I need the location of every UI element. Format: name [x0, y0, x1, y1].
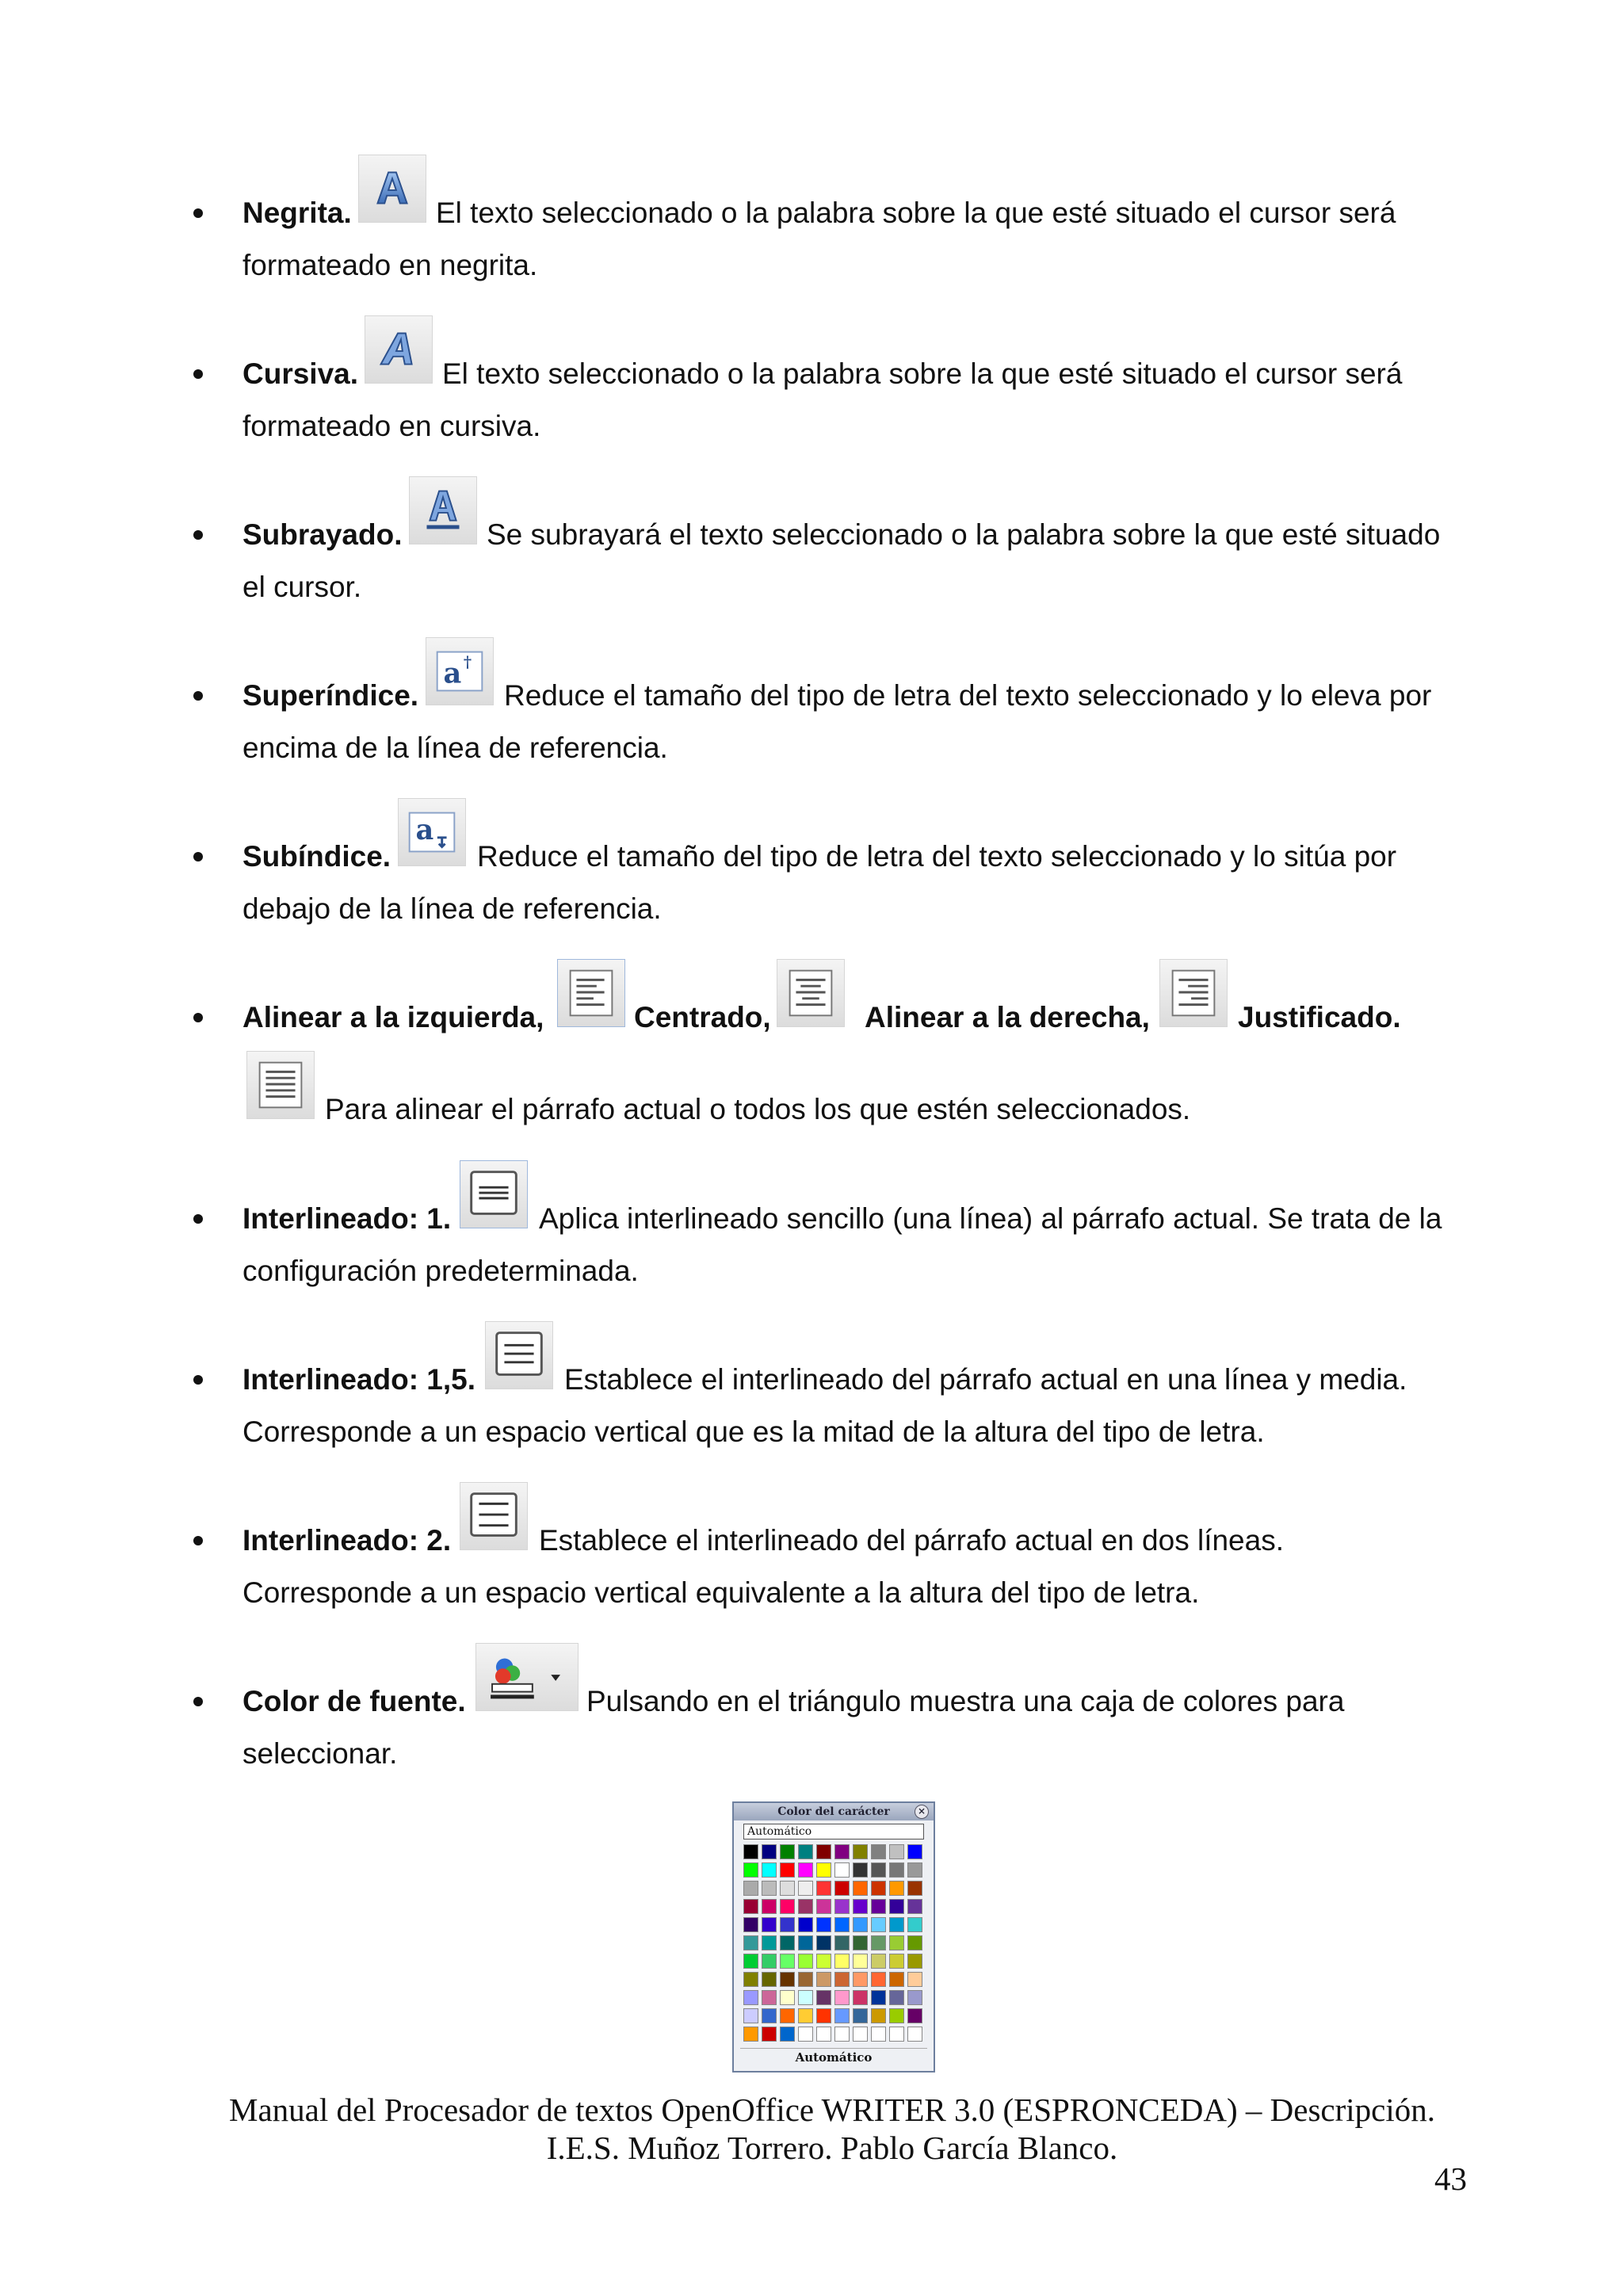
color-swatch[interactable]: [798, 1917, 813, 1932]
color-swatch[interactable]: [834, 2027, 850, 2042]
color-swatch[interactable]: [871, 1972, 886, 1987]
color-swatch[interactable]: [816, 1972, 831, 1987]
color-swatch[interactable]: [743, 1881, 758, 1896]
bullet: [193, 369, 203, 379]
palette-title: Color del carácter ×: [734, 1803, 934, 1820]
bullet: [193, 1697, 203, 1706]
bullet: [193, 530, 203, 540]
term-color-fuente: Color de fuente.: [242, 1685, 466, 1717]
term-justificado: Justificado.: [1238, 1001, 1401, 1033]
color-swatch[interactable]: [907, 1899, 922, 1914]
color-swatch[interactable]: [816, 1844, 831, 1859]
color-swatch[interactable]: [853, 1935, 868, 1950]
desc-interlineado-2: Establece el interlineado del párrafo actual en dos líneas.: [539, 1524, 1284, 1557]
color-swatch[interactable]: [907, 1954, 922, 1969]
bullet: [193, 852, 203, 861]
color-swatch[interactable]: [762, 1935, 777, 1950]
underline-icon: [409, 476, 477, 544]
desc-interlineado-2-cont: Corresponde a un espacio vertical equivalente a la altura del tipo de letra.: [242, 1576, 1200, 1609]
page-number: 43: [1434, 2160, 1467, 2197]
color-swatch[interactable]: [816, 1862, 831, 1878]
color-swatch[interactable]: [834, 2008, 850, 2023]
line-spacing-1-icon: [460, 1160, 528, 1228]
color-swatch[interactable]: [798, 1990, 813, 2005]
color-swatch[interactable]: [907, 1881, 922, 1896]
color-swatch[interactable]: [871, 1899, 886, 1914]
term-interlineado-1: Interlineado: 1.: [242, 1202, 452, 1235]
desc-interlineado-1-cont: configuración predeterminada.: [242, 1255, 639, 1287]
color-swatch[interactable]: [780, 1990, 795, 2005]
color-swatch[interactable]: [907, 1862, 922, 1878]
desc-interlineado-15: Establece el interlineado del párrafo actual en una línea y media.: [564, 1363, 1407, 1396]
term-alinear-izquierda: Alinear a la izquierda,: [242, 1001, 544, 1033]
color-swatch[interactable]: [871, 1844, 886, 1859]
color-swatch[interactable]: [816, 1899, 831, 1914]
color-swatch[interactable]: [871, 1917, 886, 1932]
color-swatch[interactable]: [780, 1844, 795, 1859]
color-swatch[interactable]: [834, 1899, 850, 1914]
color-swatch[interactable]: [907, 1935, 922, 1950]
color-swatch[interactable]: [834, 1990, 850, 2005]
font-color-icon: [475, 1643, 579, 1711]
color-swatch[interactable]: [780, 2008, 795, 2023]
color-swatch[interactable]: [907, 1917, 922, 1932]
term-superindice: Superíndice.: [242, 679, 419, 712]
bullet: [193, 691, 203, 701]
color-swatch[interactable]: [871, 1990, 886, 2005]
desc-subrayado: Se subrayará el texto seleccionado o la palabra sobre la que esté situado: [487, 518, 1441, 551]
color-swatch[interactable]: [743, 1862, 758, 1878]
color-palette-popup: [732, 1801, 935, 2073]
color-swatch[interactable]: [798, 1844, 813, 1859]
color-swatch[interactable]: [889, 1899, 904, 1914]
color-swatch[interactable]: [834, 1972, 850, 1987]
color-swatch[interactable]: [762, 1972, 777, 1987]
color-swatch[interactable]: [834, 1935, 850, 1950]
color-swatch[interactable]: [834, 1881, 850, 1896]
color-swatch[interactable]: [853, 1881, 868, 1896]
align-center-icon: [777, 959, 845, 1027]
desc-interlineado-15-cont: Corresponde a un espacio vertical que es la mitad de la altura del tipo de letra.: [242, 1415, 1265, 1448]
color-swatch[interactable]: [762, 1881, 777, 1896]
term-interlineado-15: Interlineado: 1,5.: [242, 1363, 476, 1396]
align-left-icon: [557, 959, 625, 1027]
color-swatch[interactable]: [743, 1972, 758, 1987]
term-subrayado: Subrayado.: [242, 518, 403, 551]
bullet: [193, 1536, 203, 1545]
color-swatch[interactable]: [816, 2027, 831, 2042]
color-swatch[interactable]: [780, 1935, 795, 1950]
term-alinear-derecha: Alinear a la derecha,: [865, 1001, 1150, 1033]
color-swatch[interactable]: [889, 1917, 904, 1932]
color-swatch[interactable]: [871, 2027, 886, 2042]
color-swatch[interactable]: [743, 1935, 758, 1950]
color-swatch[interactable]: [743, 2008, 758, 2023]
color-swatch[interactable]: [889, 2027, 904, 2042]
desc-negrita: El texto seleccionado o la palabra sobre la que esté situado el cursor será: [436, 197, 1396, 229]
color-swatch[interactable]: [780, 2027, 795, 2042]
desc-interlineado-1: Aplica interlineado sencillo (una línea) al párrafo actual. Se trata de la: [539, 1202, 1442, 1235]
desc-color-fuente: Pulsando en el triángulo muestra una caja de colores para: [586, 1685, 1345, 1717]
color-swatch[interactable]: [907, 2027, 922, 2042]
term-negrita: Negrita.: [242, 197, 352, 229]
superscript-icon: [426, 637, 494, 705]
line-spacing-15-icon: [485, 1321, 553, 1389]
desc-color-fuente-cont: seleccionar.: [242, 1737, 398, 1770]
term-interlineado-2: Interlineado: 2.: [242, 1524, 452, 1557]
color-swatch[interactable]: [816, 1935, 831, 1950]
subscript-icon: [398, 798, 466, 866]
color-swatch[interactable]: [853, 1990, 868, 2005]
color-swatch[interactable]: [780, 1917, 795, 1932]
color-swatch[interactable]: [889, 1844, 904, 1859]
bullet: [193, 1013, 203, 1022]
color-swatch[interactable]: [762, 1862, 777, 1878]
color-swatch[interactable]: [798, 2027, 813, 2042]
color-swatch[interactable]: [889, 1990, 904, 2005]
color-swatch[interactable]: [853, 1844, 868, 1859]
color-swatch[interactable]: [762, 2008, 777, 2023]
color-swatch[interactable]: [762, 1917, 777, 1932]
desc-superindice-cont: encima de la línea de referencia.: [242, 732, 668, 764]
desc-subindice-cont: debajo de la línea de referencia.: [242, 892, 662, 925]
bullet: [193, 1375, 203, 1385]
palette-grid: [743, 1844, 934, 2042]
bullet: [193, 208, 203, 218]
color-swatch[interactable]: [816, 1917, 831, 1932]
color-swatch[interactable]: [834, 1844, 850, 1859]
color-swatch[interactable]: [762, 1899, 777, 1914]
color-swatch[interactable]: [853, 1972, 868, 1987]
color-swatch[interactable]: [889, 1935, 904, 1950]
color-swatch[interactable]: [816, 1990, 831, 2005]
color-swatch[interactable]: [762, 2027, 777, 2042]
color-swatch[interactable]: [798, 2008, 813, 2023]
desc-cursiva-cont: formateado en cursiva.: [242, 410, 541, 442]
desc-cursiva: El texto seleccionado o la palabra sobre la que esté situado el cursor será: [442, 357, 1403, 390]
color-swatch[interactable]: [853, 1899, 868, 1914]
color-swatch[interactable]: [853, 1917, 868, 1932]
color-swatch[interactable]: [889, 1954, 904, 1969]
color-swatch[interactable]: [871, 2008, 886, 2023]
color-swatch[interactable]: [871, 1881, 886, 1896]
color-swatch[interactable]: [743, 1899, 758, 1914]
color-swatch[interactable]: [907, 1990, 922, 2005]
color-swatch[interactable]: [798, 1935, 813, 1950]
desc-subindice: Reduce el tamaño del tipo de letra del texto seleccionado y lo sitúa por: [477, 840, 1397, 873]
color-swatch[interactable]: [780, 1862, 795, 1878]
bullet: [193, 1214, 203, 1224]
color-swatch[interactable]: [780, 1954, 795, 1969]
color-swatch[interactable]: [743, 1990, 758, 2005]
desc-negrita-cont: formateado en negrita.: [242, 249, 538, 281]
color-swatch[interactable]: [816, 1881, 831, 1896]
desc-alineacion: Para alinear el párrafo actual o todos los que estén seleccionados.: [325, 1093, 1191, 1125]
color-swatch[interactable]: [762, 1844, 777, 1859]
color-swatch[interactable]: [853, 1862, 868, 1878]
color-swatch[interactable]: [816, 2008, 831, 2023]
color-swatch[interactable]: [907, 2008, 922, 2023]
color-swatch[interactable]: [907, 1972, 922, 1987]
line-spacing-2-icon: [460, 1482, 528, 1550]
footer-line-1: Manual del Procesador de textos OpenOffice WRITER 3.0 (ESPRONCEDA) – Descripción.: [228, 2092, 1435, 2128]
term-centrado: Centrado,: [634, 1001, 771, 1033]
color-swatch[interactable]: [853, 2027, 868, 2042]
superscript-small-glyph: †: [463, 653, 472, 672]
desc-subrayado-cont: el cursor.: [242, 571, 362, 603]
color-swatch[interactable]: [889, 1972, 904, 1987]
justify-icon: [246, 1051, 315, 1119]
align-right-icon: [1159, 959, 1228, 1027]
color-swatch[interactable]: [834, 1917, 850, 1932]
color-swatch[interactable]: [871, 1954, 886, 1969]
color-swatch[interactable]: [889, 1881, 904, 1896]
color-swatch[interactable]: [834, 1954, 850, 1969]
color-swatch[interactable]: [743, 1844, 758, 1859]
color-swatch[interactable]: [889, 1862, 904, 1878]
color-swatch[interactable]: [816, 1954, 831, 1969]
term-cursiva: Cursiva.: [242, 357, 359, 390]
color-swatch[interactable]: [743, 1954, 758, 1969]
color-swatch[interactable]: [798, 1862, 813, 1878]
color-swatch[interactable]: [780, 1972, 795, 1987]
palette-auto-field[interactable]: Automático: [743, 1824, 924, 1839]
color-swatch[interactable]: [743, 2027, 758, 2042]
dropdown-triangle-icon[interactable]: [551, 1675, 560, 1681]
color-swatch[interactable]: [780, 1881, 795, 1896]
bold-icon: [358, 155, 426, 223]
color-swatch[interactable]: [762, 1990, 777, 2005]
color-swatch[interactable]: [743, 1917, 758, 1932]
desc-superindice: Reduce el tamaño del tipo de letra del texto seleccionado y lo eleva por: [504, 679, 1432, 712]
close-icon[interactable]: ×: [915, 1805, 929, 1819]
superscript-glyph: a: [443, 657, 462, 690]
color-swatch[interactable]: [798, 1899, 813, 1914]
color-swatch[interactable]: [853, 1954, 868, 1969]
color-swatch[interactable]: [834, 1862, 850, 1878]
color-swatch[interactable]: [798, 1881, 813, 1896]
italic-icon: [365, 315, 433, 384]
color-swatch[interactable]: [798, 1972, 813, 1987]
palette-auto-button[interactable]: Automático: [740, 2048, 927, 2066]
color-swatch[interactable]: [871, 1862, 886, 1878]
color-swatch[interactable]: [780, 1899, 795, 1914]
color-swatch[interactable]: [853, 2008, 868, 2023]
color-swatch[interactable]: [907, 1844, 922, 1859]
subscript-glyph: a: [415, 813, 434, 846]
color-swatch[interactable]: [871, 1935, 886, 1950]
footer-line-2: I.E.S. Muñoz Torrero. Pablo García Blanco.: [546, 2130, 1118, 2166]
color-swatch[interactable]: [762, 1954, 777, 1969]
color-swatch[interactable]: [798, 1954, 813, 1969]
color-swatch[interactable]: [889, 2008, 904, 2023]
term-subindice: Subíndice.: [242, 840, 391, 873]
